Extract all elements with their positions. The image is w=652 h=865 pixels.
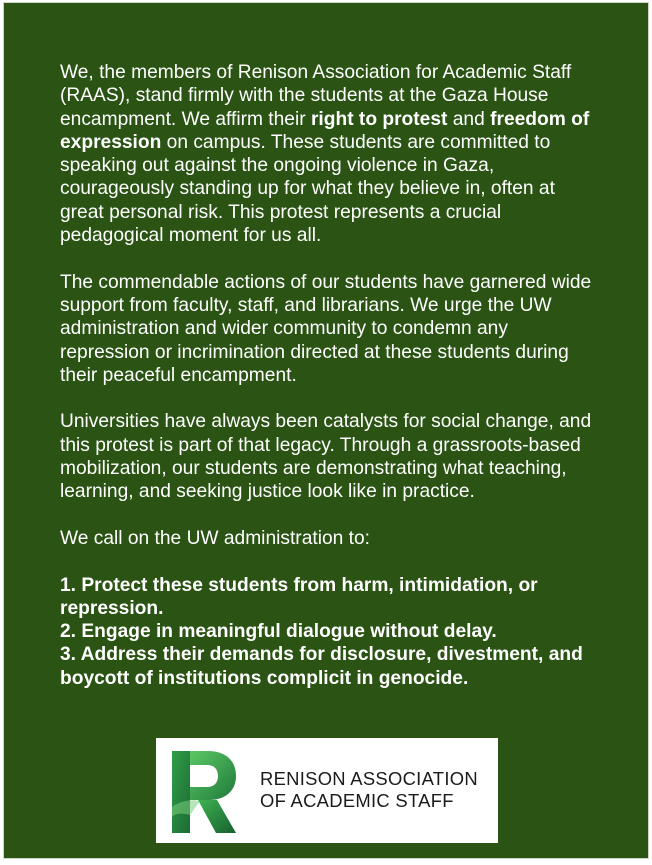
document-page bbox=[3, 2, 649, 859]
paragraph-1 bbox=[60, 61, 600, 247]
demand-item: 1. Protect these students from harm, intimidation, or repression. bbox=[60, 574, 538, 619]
logo-line-2: OF ACADEMIC STAFF bbox=[260, 790, 454, 811]
demand-item: 3. Address their demands for disclosure, divestment, and boycott of institutions complicit in genocide. bbox=[60, 644, 583, 689]
raas-r-logo-icon bbox=[168, 747, 238, 836]
paragraph-1-text-a: We, the members of Renison Association for Academic Staff (RAAS), stand firmly with the students at the Gaza House encampment. We affirm their bbox=[60, 62, 572, 130]
paragraph-2: The commendable actions of our students have garnered wide support from faculty, staff, and librarians. We urge the UW administration and wider community to condemn any repression or incrimination directed at these students during their peaceful encampment. bbox=[60, 271, 592, 386]
freedom-of-expression-emphasis: freedom of expression bbox=[60, 108, 590, 153]
paragraph-1-text-b: and bbox=[447, 108, 491, 130]
demand-item: 2. Engage in meaningful dialogue without delay. bbox=[60, 621, 497, 643]
call-to-action: We call on the UW administration to: bbox=[60, 527, 370, 549]
paragraph-3: Universities have always been catalysts for social change, and this protest is part of that legacy. Through a grassroots-based mobilization, our students are demonstrating what teaching, learning, and seeking justice look like in practice. bbox=[60, 411, 592, 503]
raas-logo bbox=[156, 738, 498, 843]
paragraph-1-text-c: on campus. These students are committed to speaking out against the ongoing violence in Gaza, courageously standing up for what they believe in, often at great personal risk. This protest represents a crucial pedagogical moment for us all. bbox=[60, 131, 555, 247]
right-to-protest-emphasis: right to protest bbox=[310, 108, 448, 130]
logo-line-1: RENISON ASSOCIATION bbox=[260, 768, 478, 789]
demands-list bbox=[60, 574, 600, 690]
raas-logo-wordmark bbox=[260, 768, 478, 812]
letter-body bbox=[60, 61, 600, 690]
